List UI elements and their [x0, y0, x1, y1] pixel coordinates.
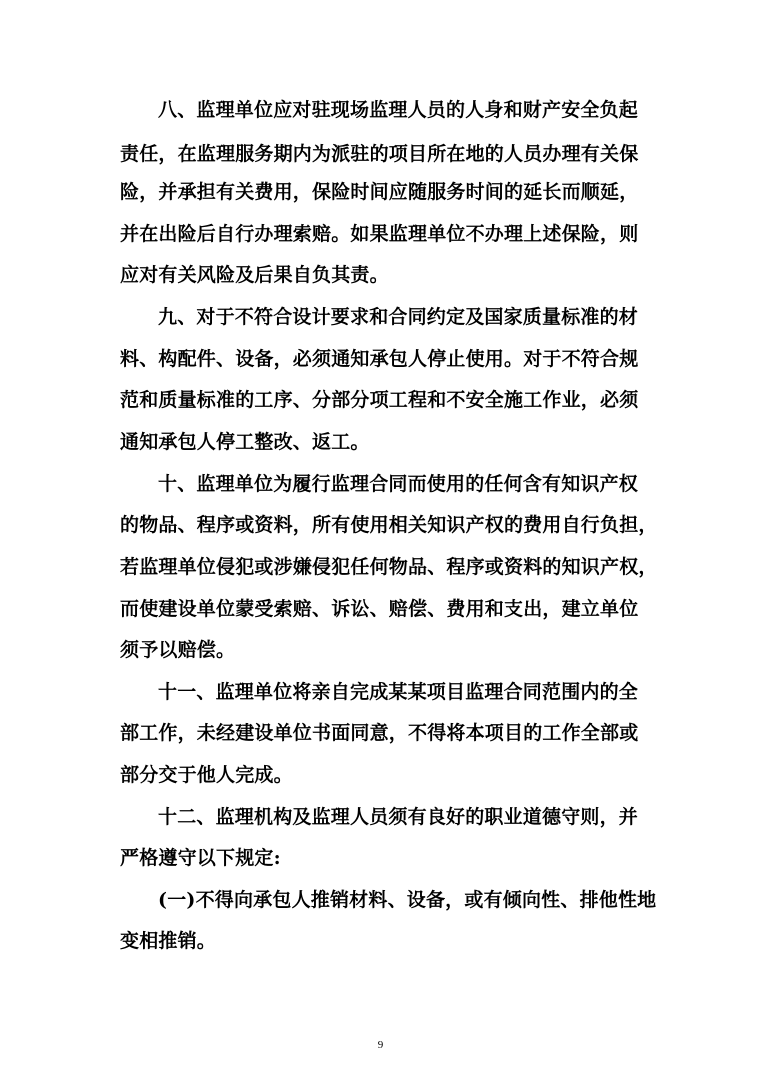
sub-item-1-line-1: (一)不得向承包人推销材料、设备，或有倾向性、排他性地 — [158, 889, 657, 911]
paragraph-8-line-4: 并在出险后自行办理索赔。如果监理单位不办理上述保险，则 — [120, 223, 639, 245]
sub-item-1-line-2: 变相推销。 — [120, 930, 217, 952]
paragraph-10-line-3: 若监理单位侵犯或涉嫌侵犯任何物品、程序或资料的知识产权， — [120, 556, 658, 578]
page-number: 9 — [377, 1039, 384, 1051]
paragraph-10-line-5: 须予以赔偿。 — [120, 639, 236, 661]
paragraph-8-line-5: 应对有关风险及后果自负其责。 — [120, 264, 389, 286]
paragraph-9-line-3: 范和质量标准的工序、分部分项工程和不安全施工作业，必须 — [120, 389, 639, 411]
paragraph-8-line-3: 险，并承担有关费用，保险时间应随服务时间的延长而顺延， — [120, 181, 639, 203]
paragraph-9-line-4: 通知承包人停工整改、返工。 — [120, 431, 370, 453]
paragraph-8-line-2: 责任，在监理服务期内为派驻的项目所在地的人员办理有关保 — [120, 143, 639, 165]
paragraph-10-line-1: 十、监理单位为履行监理合同而使用的任何含有知识产权 — [158, 473, 639, 495]
paragraph-9-line-1: 九、对于不符合设计要求和合同约定及国家质量标准的材 — [158, 306, 639, 328]
paragraph-12-line-2: 严格遵守以下规定: — [120, 847, 281, 869]
paragraph-8-line-1: 八、监理单位应对驻现场监理人员的人身和财产安全负起 — [158, 99, 639, 121]
paragraph-9-line-2: 料、构配件、设备，必须通知承包人停止使用。对于不符合规 — [120, 348, 639, 370]
paragraph-11-line-2: 部工作，未经建设单位书面同意，不得将本项目的工作全部或 — [120, 722, 639, 744]
paragraph-10-line-2: 的物品、程序或资料，所有使用相关知识产权的费用自行负担， — [120, 514, 658, 536]
paragraph-10-line-4: 而使建设单位蒙受索赔、诉讼、赔偿、费用和支出，建立单位 — [120, 598, 639, 620]
paragraph-11-line-3: 部分交于他人完成。 — [120, 764, 293, 786]
paragraph-12-line-1: 十二、监理机构及监理人员须有良好的职业道德守则，并 — [158, 806, 639, 828]
paragraph-11-line-1: 十一、监理单位将亲自完成某某项目监理合同范围内的全 — [158, 681, 639, 703]
